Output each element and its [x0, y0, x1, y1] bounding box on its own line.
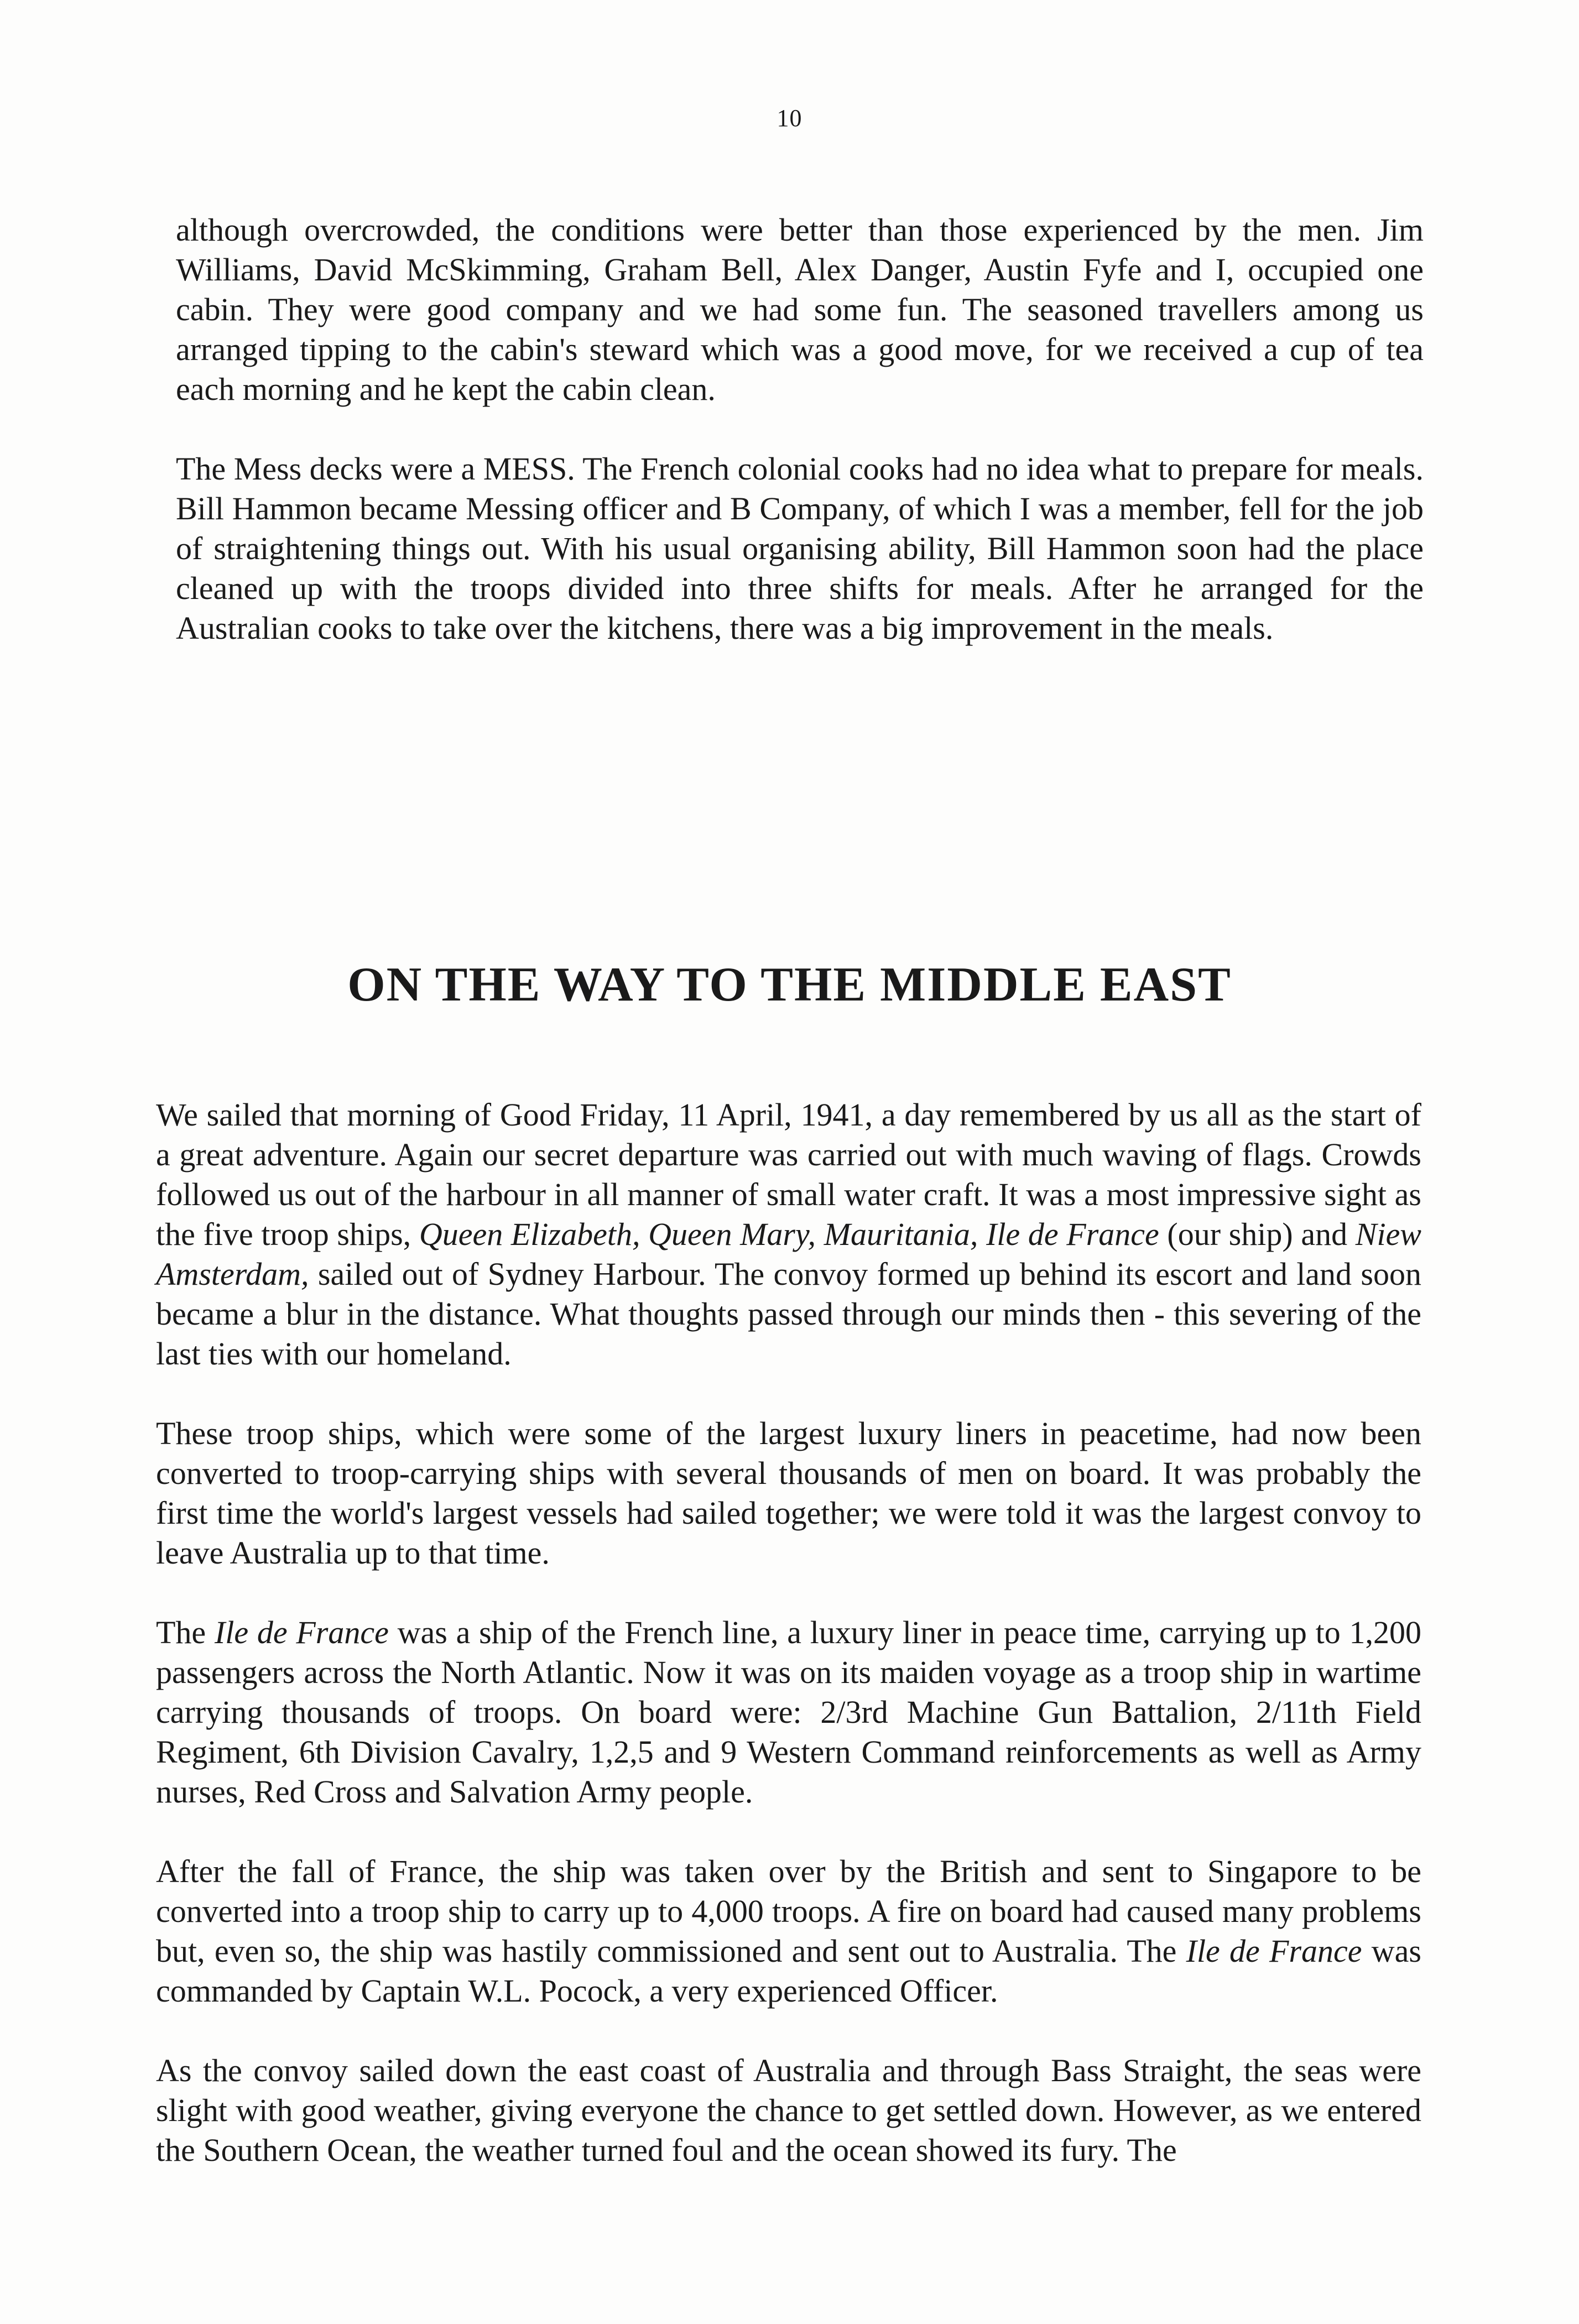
text-segment: although overcrowded, the conditions were better than those experienced by the men. Jim Williams, David McSkimming, Graham Bell, Alex Danger, Austin Fyfe and I, occupied one cabin. They were good company and we had some fun. The seasoned travellers among us arranged tipping to the cabin's steward which was a good move, for we received a cup of tea each morning and he kept the cabin clean. — [176, 212, 1424, 407]
text-segment: These troop ships, which were some of the largest luxury liners in peacetime, had now been converted to troop-carrying ships with several thousands of men on board. It was probably the first time the world's largest vessels had sailed together; we were told it was the largest convoy to leave Australia up to that time. — [156, 1415, 1421, 1571]
text-segment: The Mess decks were a MESS. The French colonial cooks had no idea what to prepare for meals. Bill Hammon became Messing officer and B Company, of which I was a member, fell for the job of straightening things out. With his usual organising ability, Bill Hammon soon had the place cleaned up with the troops divided into three shifts for meals. After he arranged for the Australian cooks to take over the kitchens, there was a big improvement in the meals. — [176, 451, 1424, 646]
italic-text: Niew Amsterdam, — [156, 1216, 1421, 1292]
text-segment: We sailed that morning of Good Friday, 11 April, 1941, a day remembered by us all as the start of a great adventure. Again our secret departure was carried out with much waving of flags. Crowds followed us out of the harbour in all manner of small water craft. It was a most impressive sight as the five troop ships, — [156, 1097, 1421, 1252]
section-heading: ON THE WAY TO THE MIDDLE EAST — [347, 958, 1232, 1012]
paragraph — [156, 1852, 1421, 2011]
italic-text: Ile de France — [214, 1614, 389, 1650]
paragraph — [156, 1095, 1421, 1374]
paragraph — [156, 2051, 1421, 2170]
text-segment: sailed out of Sydney Harbour. The convoy formed up behind its escort and land soon became a blur in the distance. What thoughts passed through our minds then - this severing of the last ties with our homeland. — [156, 1256, 1421, 1372]
paragraph — [176, 210, 1424, 409]
text-segment: was commanded by Captain W.L. Pocock, a very experienced Officer. — [156, 1933, 1421, 2009]
text-segment: The — [156, 1614, 215, 1650]
text-segment: As the convoy sailed down the east coast of Australia and through Bass Straight, the seas were slight with good weather, giving everyone the chance to get settled down. However, as we entered the Southern Ocean, the weather turned foul and the ocean showed its fury. The — [156, 2052, 1421, 2168]
paragraph — [156, 1414, 1421, 1573]
intro-text-block — [176, 210, 1424, 648]
section-text-block — [156, 1095, 1421, 2170]
text-segment: was a ship of the French line, a luxury liner in peace time, carrying up to 1,200 passengers across the North Atlantic. Now it was on its maiden voyage as a troop ship in wartime carrying thousands of troops. On board were: 2/3rd Machine Gun Battalion, 2/11th Field Regiment, 6th Division Cavalry, 1,2,5 and 9 Western Command reinforcements as well as Army nurses, Red Cross and Salvation Army people. — [156, 1614, 1422, 1810]
page-number: 10 — [777, 105, 802, 132]
italic-text: Queen Elizabeth, Queen Mary, Mauritania, Ile de France — [419, 1216, 1159, 1252]
paragraph — [176, 449, 1424, 648]
text-segment: (our ship) and — [1159, 1216, 1356, 1252]
text-segment: After the fall of France, the ship was taken over by the British and sent to Singapore to be converted into a troop ship to carry up to 4,000 troops. A fire on board had caused many problems but, even so, the ship was hastily commissioned and sent out to Australia. The — [156, 1853, 1421, 1969]
paragraph — [156, 1613, 1421, 1812]
italic-text: Ile de France — [1186, 1933, 1362, 1969]
